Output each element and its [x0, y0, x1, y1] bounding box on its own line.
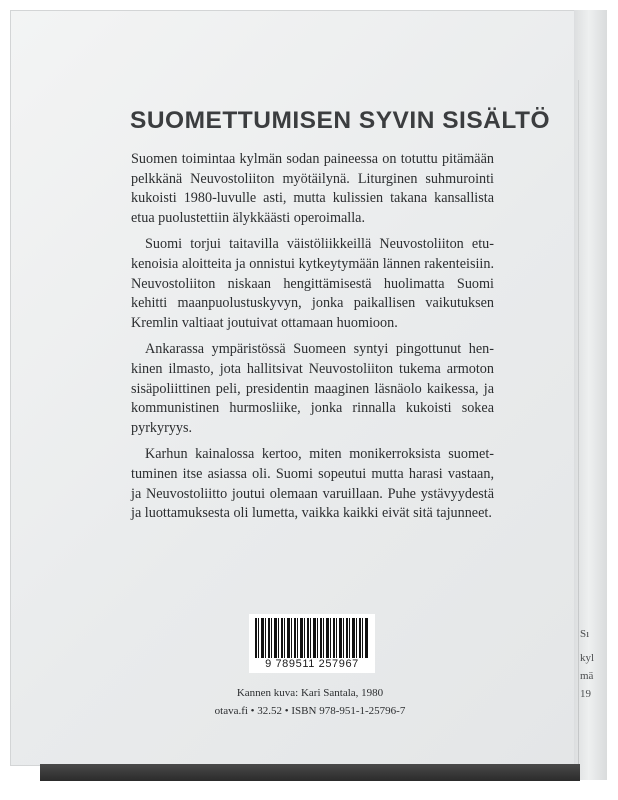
isbn-line: otava.fi • 32.52 • ISBN 978-951-1-25796-7	[214, 705, 406, 717]
page-title: SUOMETTUMISEN SYVIN SISÄLTÖ	[130, 107, 551, 134]
back-cover	[10, 10, 577, 766]
spine-text-2: kyl	[580, 652, 595, 664]
barcode-bars	[255, 618, 369, 658]
blurb-paragraph-4: Karhun kainalossa kertoo, miten monikerroksista suomettuminen itse asiassa oli. Suomi sopeutui mutta harasi vastaan, ja Neuvostoliitto joutui olemaan varuillaan. Puhe ystävyydestä ja luottamuksesta oli lumetta, vaikka kaikki eivät sitä tajunneet.	[131, 446, 494, 522]
blurb-paragraph-3: Ankarassa ympäristössä Suomeen syntyi pingottunut hen-kinen ilmasto, jota hallitsivat Neuvostoliiton tukema armoton sisäpoliittinen peli, presidentin maaginen läsnäolo kaikessa, ja kommunistinen hurmosliike, jonka rinnalla kukoisti sokea pyrkyryys.	[131, 341, 494, 436]
isbn-barcode	[249, 614, 375, 673]
blurb-paragraph-2: Suomi torjui taitavilla väistöliikkeillä Neuvostoliiton etukenoisia aloitteita ja onnistui kytkeytymään lännen rakenteisiin. Neuvostoliiton niskaan hengittämisestä huolimatta Suomi kehitti maanpuolustuskyvyn, jonka paikallisen vaikutuksen Kremlin valtiaat joutuivat ottamaan huomioon.	[131, 236, 494, 331]
spine-text-3: mä	[580, 670, 594, 682]
blurb-text	[131, 150, 494, 531]
spine-fold	[578, 80, 579, 770]
spine-text-1: Sı	[580, 628, 590, 640]
barcode-number: 9 789511 257967	[265, 658, 359, 670]
blurb-paragraph-1: Suomen toimintaa kylmän sodan paineessa on totuttu pitämään pelkkänä Neuvostoliiton myötäilynä. Liturginen suhmurointi kukoisti 1980-luvulle asti, mutta kulissien takana kansallista etua puolustettiin älykkäästi operoimalla.	[131, 151, 494, 226]
cover-photo-credit: Kannen kuva: Kari Santala, 1980	[236, 687, 384, 699]
bottom-shadow	[40, 764, 580, 781]
spine-text-4: 19	[580, 688, 591, 700]
book-spine-edge	[574, 10, 607, 780]
